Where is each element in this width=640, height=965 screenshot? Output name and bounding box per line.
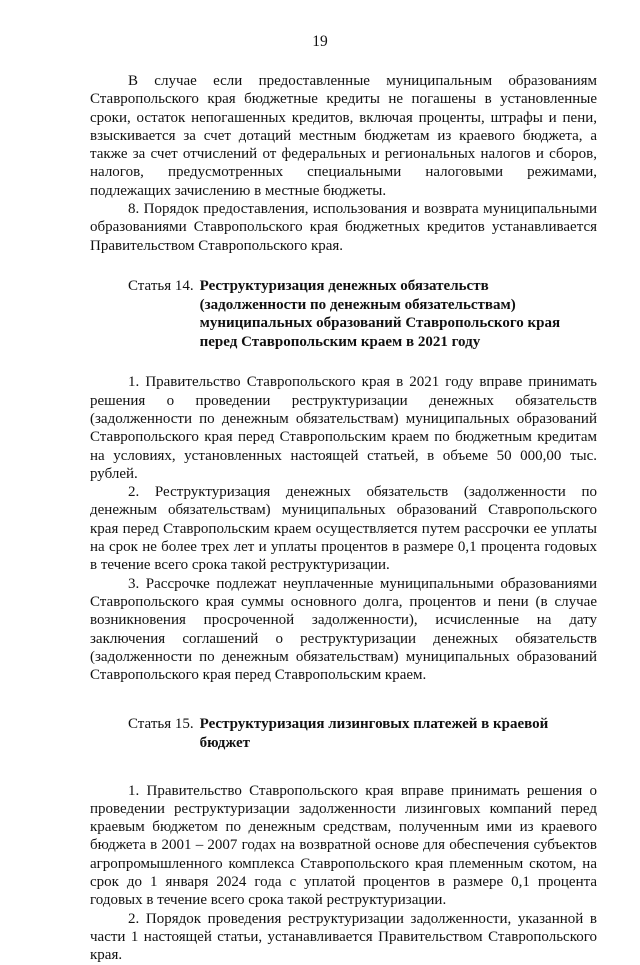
article-15-title: Реструктуризация лизинговых платежей в краевой бюджет [199, 716, 549, 751]
article-15-paragraph-1: 1. Правительство Ставропольского края вправе принимать решения о проведении реструктуризации задолженности лизинговых компаний перед краевым бюджетом по денежным средствам, полученным ими из краевого бюджета в 2001 – 2007 годах на возвратной основе для обеспечения субъектов агропромышленного комплекса Ставропольского края племенным скотом, на срок до 1 января 2024 года с уплатой процентов в размере 0,1 процента годовых в течение всего срока такой реструктуризации. [90, 782, 597, 909]
article-14-paragraph-2: 2. Реструктуризация денежных обязательств (задолженности по денежным обязательствам) муниципальных образований Ставропольского края перед Ставропольским краем осуществляется путем рассрочки ее уплаты на срок не более трех лет и уплаты процентов в размере 0,1 процента годовых в течение всего срока такой реструктуризации. [90, 484, 597, 574]
article-14-label: Статья 14. [128, 277, 194, 294]
paragraph-loan-recovery: В случае если предоставленные муниципальным образованиям Ставропольского края бюджетные кредиты не погашены в установленные сроки, остаток непогашенных кредитов, включая проценты, штрафы и пени, взыскивается за счет дотаций местным бюджетам из краевого бюджета, а также за счет отчислений от федеральных и региональных налогов и сборов, налогов, предусмотренных специальными налоговыми режимами, подлежащих зачислению в местные бюджеты. [90, 73, 597, 199]
article-14-paragraph-1: 1. Правительство Ставропольского края в 2021 году вправе принимать решения о проведении реструктуризации денежных обязательств (задолженности по денежным обязательствам) муниципальных образований Ставропольского края перед Ставропольским краем по бюджетным кредитам на условиях, установленных настоящей статьей, в объеме 50 000,00 тыс. рублей. [90, 374, 597, 482]
article-14-heading [90, 277, 597, 351]
page-number: 19 [312, 33, 328, 50]
article-15-paragraph-2: 2. Порядок проведения реструктуризации задолженности, указанной в части 1 настоящей статьи, устанавливается Правительством Ставропольского края. [90, 910, 597, 964]
document-body [90, 72, 597, 965]
paragraph-8: 8. Порядок предоставления, использования и возврата муниципальными образованиями Ставропольского края бюджетных кредитов устанавливается Правительством Ставропольского края. [90, 201, 597, 254]
article-14-title: Реструктуризация денежных обязательств (задолженности по денежным обязательствам) муниципальных образований Ставропольского края перед Ставропольским краем в 2021 году [199, 277, 561, 350]
article-15-label: Статья 15. [128, 716, 194, 733]
article-15-heading [90, 715, 597, 752]
article-14-paragraph-3: 3. Рассрочке подлежат неуплаченные муниципальными образованиями Ставропольского края суммы основного долга, процентов и пени (в случае возникновения просроченной задолженности), исчисленные на дату заключения соглашений о реструктуризации денежных обязательств (задолженности по денежным обязательствам) муниципальных образований Ставропольского края перед Ставропольским краем. [90, 575, 597, 684]
